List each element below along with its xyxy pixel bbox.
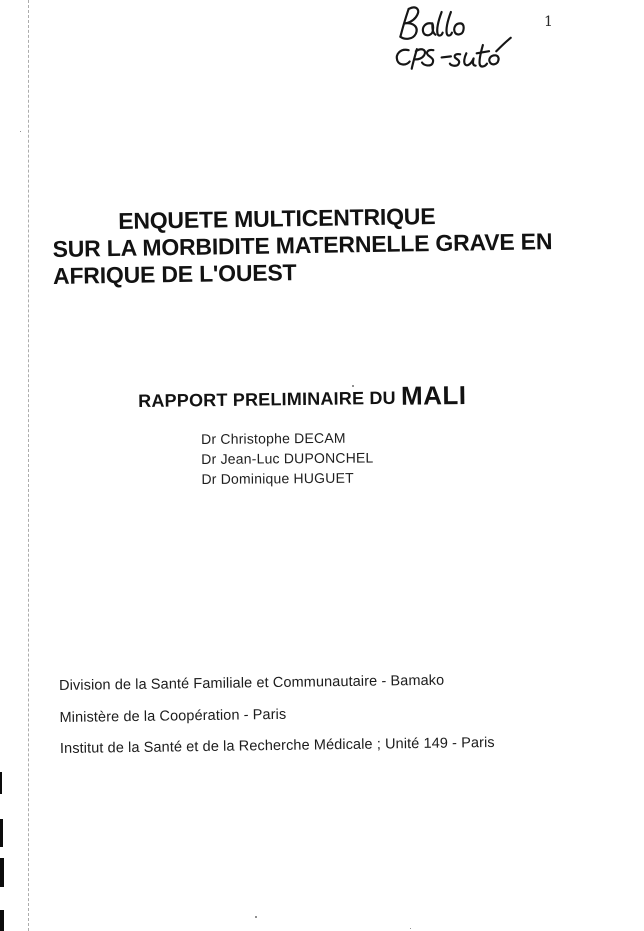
report-title-line-2: SUR LA MORBIDITE MATERNELLE GRAVE EN <box>52 228 553 262</box>
author-name: Dr Christophe DECAM <box>201 429 346 447</box>
author-name: Dr Dominique HUGUET <box>201 469 354 487</box>
report-title-line-1: ENQUETE MULTICENTRIQUE <box>117 202 436 234</box>
handwritten-annotation <box>388 2 553 86</box>
institutions-list <box>59 673 495 774</box>
author-name: Dr Jean-Luc DUPONCHEL <box>201 449 374 467</box>
handwriting-line1-ballo <box>400 7 463 38</box>
scan-speck <box>410 928 411 929</box>
institution-line: Division de la Santé Familiale et Communautaire - Bamako <box>58 672 445 694</box>
institution-line: Ministère de la Coopération - Paris <box>59 706 287 726</box>
scan-speck <box>20 131 21 132</box>
scan-speck <box>255 916 257 918</box>
margin-guide-line <box>28 0 29 931</box>
institution-line: Institut de la Santé et de la Recherche Médicale ; Unité 149 - Paris <box>59 734 495 757</box>
scan-speck <box>352 385 354 387</box>
page-number: 1 <box>544 14 553 30</box>
scan-binding-mark <box>0 858 4 887</box>
authors-list <box>201 427 374 489</box>
report-subtitle-country: MALI <box>400 379 467 411</box>
scan-binding-mark <box>0 772 2 794</box>
scan-binding-mark <box>0 910 4 931</box>
handwriting-line2-cps-sute <box>397 38 511 69</box>
report-title-line-3: AFRIQUE DE L'OUEST <box>52 259 297 289</box>
scan-binding-mark <box>0 819 3 847</box>
report-subtitle <box>138 380 467 415</box>
report-subtitle-prefix: RAPPORT PRELIMINAIRE DU <box>138 387 402 411</box>
report-title <box>52 200 613 290</box>
